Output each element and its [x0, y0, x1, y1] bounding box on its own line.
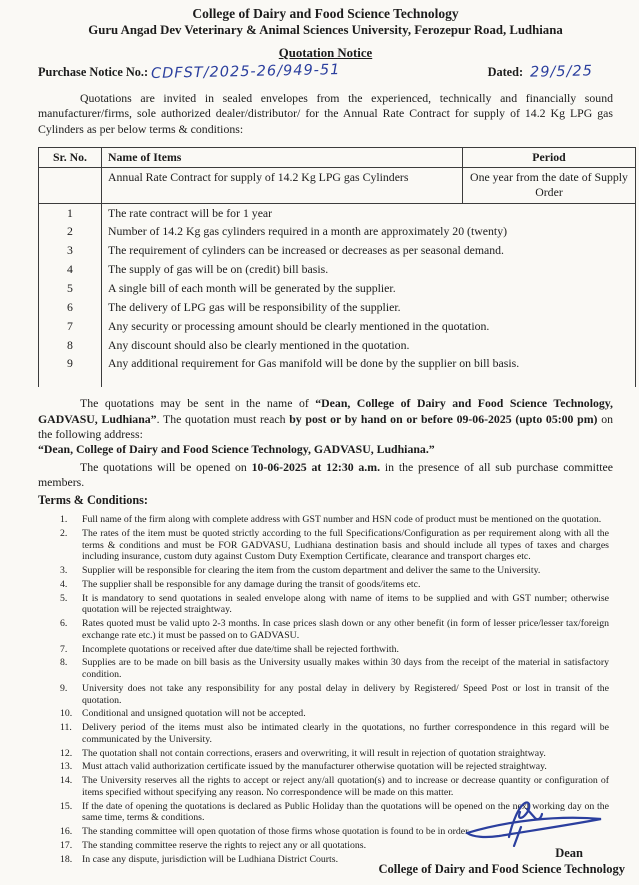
item-name: Annual Rate Contract for supply of 14.2 Kg LPG gas Cylinders	[102, 167, 463, 203]
item-row	[39, 167, 636, 203]
list-item-text: The rates of the item must be quoted strictly according to the full Specifications/Configuration as per requirement along with all the terms & conditions and must be FOR GADVASU, Ludhiana destination basis and should include all types of taxes and charges including insurance, custom duty against Custom Duty Exemption Certificate, clearance and transport charges etc.	[82, 527, 609, 563]
row-sr: 8	[39, 336, 102, 355]
row-sr: 1	[39, 203, 102, 222]
open-datetime-bold: 10-06-2025 at 12:30 a.m.	[251, 459, 381, 474]
list-item-number: 7.	[60, 643, 68, 655]
dated-field	[488, 63, 593, 81]
table-row	[39, 298, 636, 317]
send-addressee-bold: “Dean, College of Dairy and Food Science Technology, GADVASU, Ludhiana”	[38, 396, 613, 426]
list-item-text: Supplier will be responsible for clearing the item from the custom department and deliver the same to the University.	[82, 565, 541, 577]
list-item-number: 10.	[60, 708, 73, 720]
list-item-number: 13.	[60, 761, 73, 773]
list-item-number: 5.	[60, 592, 68, 604]
list-item-text: The standing committee reserve the rights to reject any or all quotations.	[82, 839, 367, 851]
row-text: The rate contract will be for 1 year	[102, 203, 636, 222]
list-item-number: 8.	[60, 657, 68, 669]
table-row	[39, 336, 636, 355]
list-item	[60, 565, 613, 577]
table-row	[39, 279, 636, 298]
row-text: Any discount should also be clearly mentioned in the quotation.	[102, 336, 636, 355]
list-item-text: It is mandatory to send quotations in sealed envelope along with name of items to be supplied and with GST number; otherwise quotation will be rejected straightway.	[82, 592, 609, 616]
list-item-number: 15.	[60, 800, 73, 812]
purchase-notice-label: Purchase Notice No.:	[38, 64, 149, 79]
list-item-number: 1.	[60, 514, 68, 526]
list-item-text: Conditional and unsigned quotation will not be accepted.	[82, 708, 306, 720]
row-text: Any additional requirement for Gas manifold will be done by the supplier on bill basis.	[102, 354, 636, 373]
list-item-number: 11.	[60, 722, 72, 734]
list-item-number: 17.	[60, 839, 73, 851]
list-item	[60, 528, 613, 563]
list-item-number: 6.	[60, 618, 68, 630]
row-text: The supply of gas will be on (credit) bill basis.	[102, 260, 636, 279]
row-sr: 4	[39, 260, 102, 279]
list-item-text: Incomplete quotations or received after due date/time shall be rejected forthwith.	[82, 643, 399, 655]
list-item	[60, 748, 613, 760]
list-item-number: 2.	[60, 527, 68, 539]
row-sr: 2	[39, 222, 102, 241]
notice-title: Quotation Notice	[278, 45, 373, 60]
date-handwritten: 29/5/25	[529, 63, 594, 81]
col-header-period: Period	[463, 147, 636, 167]
open-text: The quotations will be opened on	[80, 459, 252, 474]
row-text: A single bill of each month will be generated by the supplier.	[102, 279, 636, 298]
list-item-text: Supplies are to be made on bill basis as the University usually makes within 30 days from the receipt of the material in satisfactory condition.	[82, 657, 609, 681]
items-table	[38, 147, 636, 387]
list-item-number: 12.	[60, 747, 73, 759]
list-item	[60, 708, 613, 720]
dispatch-instructions	[38, 396, 613, 508]
list-item	[60, 775, 613, 799]
row-sr: 7	[39, 317, 102, 336]
college-title: College of Dairy and Food Science Technology	[192, 6, 459, 21]
col-header-sr-no: Sr. No.	[39, 147, 102, 167]
list-item-text: Must attach valid authorization certificate issued by the manufacturer otherwise quotation will be rejected straightway.	[82, 761, 547, 773]
purchase-notice-row	[38, 63, 613, 89]
table-row	[39, 241, 636, 260]
list-item	[60, 579, 613, 591]
list-item-number: 3.	[60, 565, 68, 577]
table-row	[39, 222, 636, 241]
item-sr-empty	[39, 167, 102, 203]
row-sr: 5	[39, 279, 102, 298]
signatory-title: Dean	[555, 846, 583, 860]
send-text: . The quotation must reach	[156, 411, 290, 426]
open-text: in the presence of all sub purchase committee members.	[38, 459, 613, 489]
row-text: Number of 14.2 Kg gas cylinders required in a month are approximately 20 (twenty)	[102, 222, 636, 241]
list-item	[60, 761, 613, 773]
list-item	[60, 618, 613, 642]
send-text: The quotations may be sent in the name of	[80, 396, 316, 411]
send-deadline-bold: by post or by hand on or before 09-06-2025 (upto 05:00 pm)	[289, 411, 598, 426]
row-text: The requirement of cylinders can be increased or decreases as per seasonal demand.	[102, 241, 636, 260]
address-line: “Dean, College of Dairy and Food Science Technology, GADVASU, Ludhiana.”	[38, 442, 435, 457]
col-header-name-of-items: Name of Items	[102, 147, 463, 167]
list-item-number: 4.	[60, 578, 68, 590]
list-item	[60, 514, 613, 526]
list-item-text: If the date of opening the quotations is declared as Public Holiday than the quotations will be opened on the next working day on the same time, terms & conditions.	[82, 800, 609, 824]
list-item	[60, 683, 613, 707]
item-period: One year from the date of Supply Order	[463, 167, 636, 203]
table-header-row	[39, 147, 636, 167]
list-item-text: The supplier shall be responsible for any damage during the transit of goods/items etc.	[82, 578, 421, 590]
table-bottom-spacer	[39, 373, 636, 387]
list-item	[60, 593, 613, 617]
intro-paragraph: Quotations are invited in sealed envelopes from the experienced, technically and financially sound manufacturer/firms, sole authorized dealer/distributor/ for the Annual Rate Contract for supply of 14.2 Kg LPG gas Cylinders as per below terms & conditions:	[38, 90, 613, 136]
table-row	[39, 203, 636, 222]
list-item-number: 9.	[60, 682, 68, 694]
opening-paragraph	[38, 460, 613, 491]
dean-signature-icon	[457, 797, 607, 847]
list-item	[60, 644, 613, 656]
list-item-text: The standing committee will open quotation of those firms whose quotation is found to be in order.	[82, 826, 471, 838]
row-text: The delivery of LPG gas will be responsibility of the supplier.	[102, 298, 636, 317]
row-text: Any security or processing amount should be clearly mentioned in the quotation.	[102, 317, 636, 336]
row-sr: 6	[39, 298, 102, 317]
signatory-organization: College of Dairy and Food Science Technology	[378, 862, 625, 876]
university-subtitle: Guru Angad Dev Veterinary & Animal Sciences University, Ferozepur Road, Ludhiana	[88, 22, 563, 37]
purchase-notice-number-handwritten: CDFST/2025-26/949-51	[150, 61, 341, 82]
table-row	[39, 260, 636, 279]
list-item-text: University does not take any responsibility for any postal delay in delivery by Registered/ Speed Post or lost in transit of the quotation.	[82, 682, 609, 706]
dated-label: Dated:	[487, 64, 524, 79]
list-item-text: Delivery period of the items must also be intimated clearly in the quotations, no further correspondence in this regard will be communicated by the University.	[82, 722, 609, 745]
purchase-notice-number	[38, 63, 340, 81]
list-item	[60, 657, 613, 681]
row-sr: 3	[39, 241, 102, 260]
signature-block	[295, 797, 625, 877]
list-item	[60, 722, 613, 746]
send-paragraph	[38, 396, 613, 442]
table-row	[39, 354, 636, 373]
list-item-number: 16.	[60, 826, 73, 838]
row-sr: 9	[39, 354, 102, 373]
list-item-number: 18.	[60, 853, 73, 865]
send-text: on the following address:	[38, 411, 613, 441]
list-item-text: The University reserves all the rights to accept or reject any/all quotation(s) and to increase or decrease quantity or configuration of items specified without specifying any reason. No correspondence will be made on this matter.	[82, 775, 609, 798]
list-item-text: The quotation shall not contain corrections, erasers and overwriting, it will result in rejection of quotation straightway.	[82, 747, 546, 759]
list-item-number: 14.	[60, 775, 73, 787]
terms-conditions-heading: Terms & Conditions:	[38, 493, 148, 508]
list-item-text: In case any dispute, jurisdiction will be Ludhiana District Courts.	[82, 853, 339, 865]
list-item-text: Full name of the firm along with complete address with GST number and HSN code of product must be mentioned on the quotation.	[82, 514, 602, 526]
list-item-text: Rates quoted must be valid upto 2-3 months. In case prices slash down or any other benefit (in form of lesser price/lesser tax/foreign exchange rate etc.) it must be passed on to GADVASU.	[82, 618, 609, 641]
table-row	[39, 317, 636, 336]
